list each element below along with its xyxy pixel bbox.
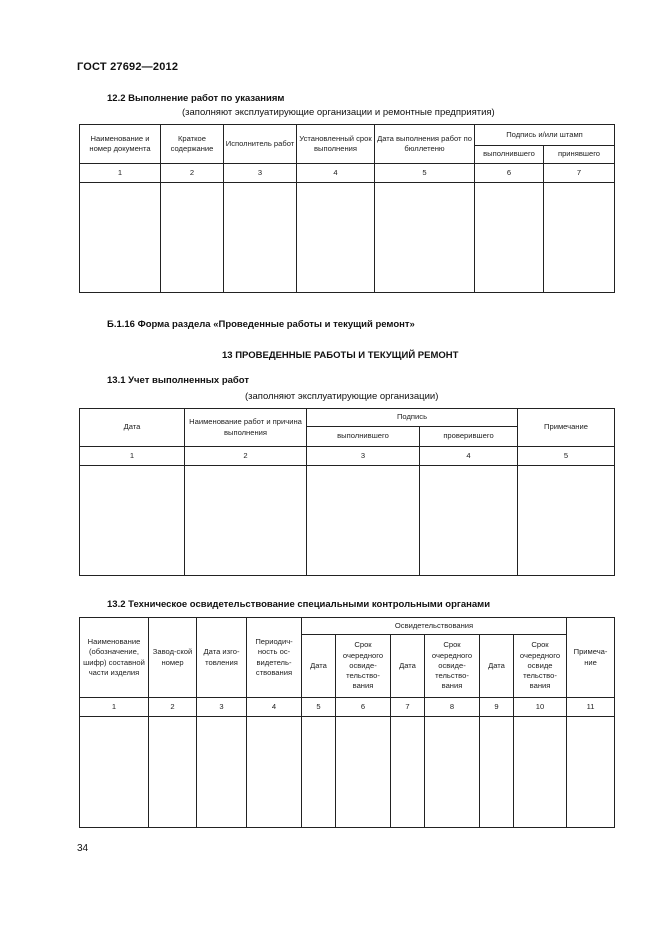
col-group-inspections: Освидетельствования	[302, 618, 567, 635]
col-bulletin-date: Дата выполнения работ по бюллетеню	[375, 125, 475, 164]
col-number: 4	[297, 164, 375, 183]
col-number: 9	[480, 698, 514, 717]
col-number: 8	[425, 698, 480, 717]
col-number: 2	[161, 164, 224, 183]
col-work-name: Наименование работ и причина выполнения	[185, 409, 307, 447]
works-by-instructions-table	[79, 124, 615, 293]
section-12-2-subtitle: (заполняют эксплуатирующие организации и ремонтные предприятия)	[182, 107, 495, 118]
page-number: 34	[77, 843, 89, 854]
col-executor: Исполнитель работ	[224, 125, 297, 164]
col-acceptor: принявшего	[544, 146, 615, 164]
col-date: Дата	[80, 409, 185, 447]
col-number: 6	[475, 164, 544, 183]
col-note: Примечание	[518, 409, 615, 447]
col-number: 5	[302, 698, 336, 717]
section-13-2-title: 13.2 Техническое освидетельствование специальными контрольными органами	[107, 599, 491, 610]
col-next-inspection: Срок очередного освиде-тельство-вания	[336, 635, 391, 698]
table-row	[80, 717, 615, 828]
col-inspection-date: Дата	[302, 635, 336, 698]
section-12-2-title: 12.2 Выполнение работ по указаниям	[107, 93, 285, 104]
col-part-name: Наименование (обозначение, шифр) составной части изделия	[80, 618, 149, 698]
section-13-title: 13 ПРОВЕДЕННЫЕ РАБОТЫ И ТЕКУЩИЙ РЕМОНТ	[222, 350, 459, 361]
col-number: 3	[197, 698, 247, 717]
col-inspection-period: Периодич-ность ос-видетель-ствования	[247, 618, 302, 698]
col-number: 5	[518, 447, 615, 466]
col-next-inspection: Срок очередного освиде-тельство-вания	[425, 635, 480, 698]
col-next-inspection: Срок очередного освиде тельство-вания	[514, 635, 567, 698]
col-serial-number: Завод-ской номер	[149, 618, 197, 698]
col-doc-name: Наименование и номер документа	[80, 125, 161, 164]
col-number: 2	[185, 447, 307, 466]
form-b-1-16-title: Б.1.16 Форма раздела «Проведенные работы и текущий ремонт»	[107, 319, 415, 330]
col-summary: Краткое содержание	[161, 125, 224, 164]
col-inspection-date: Дата	[391, 635, 425, 698]
col-manufacture-date: Дата изго-товления	[197, 618, 247, 698]
table-row	[80, 466, 615, 576]
col-number: 1	[80, 698, 149, 717]
col-number: 3	[224, 164, 297, 183]
col-number: 10	[514, 698, 567, 717]
col-number: 1	[80, 164, 161, 183]
col-number: 3	[307, 447, 420, 466]
col-checker: проверившего	[420, 427, 518, 447]
col-note: Примеча-ние	[567, 618, 615, 698]
col-group-signature: Подпись	[307, 409, 518, 427]
col-number: 7	[391, 698, 425, 717]
col-number: 7	[544, 164, 615, 183]
works-log-table	[79, 408, 615, 576]
col-performer: выполнившего	[475, 146, 544, 164]
col-number: 4	[247, 698, 302, 717]
section-13-1-title: 13.1 Учет выполненных работ	[107, 375, 250, 386]
document-code: ГОСТ 27692—2012	[77, 61, 179, 73]
col-number: 4	[420, 447, 518, 466]
section-13-1-subtitle: (заполняют эксплуатирующие организации)	[245, 391, 439, 402]
col-number: 1	[80, 447, 185, 466]
table-row	[80, 183, 615, 293]
col-group-signature: Подпись и/или штамп	[475, 125, 615, 146]
col-number: 6	[336, 698, 391, 717]
col-deadline: Установленный срок выполнения	[297, 125, 375, 164]
technical-inspection-table	[79, 617, 615, 828]
col-number: 5	[375, 164, 475, 183]
col-performer: выполнившего	[307, 427, 420, 447]
col-number: 11	[567, 698, 615, 717]
col-number: 2	[149, 698, 197, 717]
col-inspection-date: Дата	[480, 635, 514, 698]
